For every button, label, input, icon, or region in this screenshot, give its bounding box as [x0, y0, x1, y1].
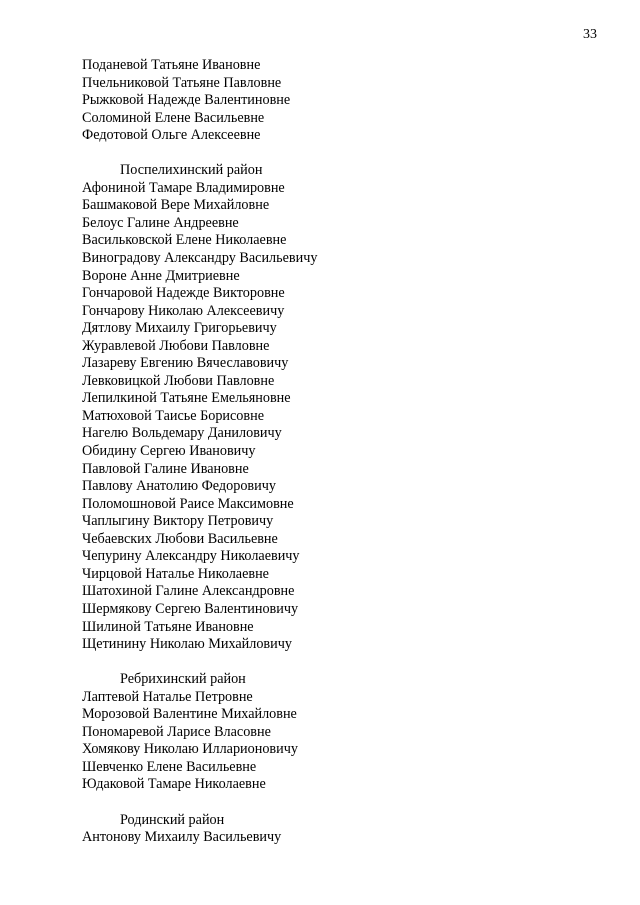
intro-name-list	[82, 57, 620, 145]
list-item: Гончарову Николаю Алексеевичу	[82, 302, 285, 319]
section-pospelikhinsky	[82, 162, 620, 653]
section-heading: Поспелихинский район	[120, 162, 263, 179]
document-body	[82, 57, 620, 847]
list-item: Обидину Сергею Ивановичу	[82, 443, 256, 460]
list-item: Шилиной Татьяне Ивановне	[82, 618, 254, 635]
list-item: Федотовой Ольге Алексеевне	[82, 127, 261, 144]
list-item: Пчельниковой Татьяне Павловне	[82, 74, 282, 91]
list-item: Вороне Анне Дмитриевне	[82, 267, 240, 284]
list-item: Виноградову Александру Васильевичу	[82, 250, 318, 267]
list-item: Павлову Анатолию Федоровичу	[82, 478, 276, 495]
list-item: Щетинину Николаю Михайловичу	[82, 636, 292, 653]
list-item: Хомякову Николаю Илларионовичу	[82, 741, 298, 758]
list-item: Лазареву Евгению Вячеславовичу	[82, 355, 289, 372]
list-item: Башмаковой Вере Михайловне	[82, 197, 270, 214]
list-item: Чаплыгину Виктору Петровичу	[82, 513, 274, 530]
list-item: Лаптевой Наталье Петровне	[82, 688, 253, 705]
list-item: Журавлевой Любови Павловне	[82, 337, 270, 354]
list-item: Афониной Тамаре Владимировне	[82, 179, 285, 196]
list-item: Шевченко Елене Васильевне	[82, 758, 257, 775]
list-item: Пономаревой Ларисе Власовне	[82, 723, 271, 740]
list-item: Поломошновой Раисе Максимовне	[82, 495, 294, 512]
section-rodinsky	[82, 812, 620, 847]
list-item: Соломиной Елене Васильевне	[82, 109, 265, 126]
list-item: Белоус Галине Андреевне	[82, 214, 239, 231]
list-item: Юдаковой Тамаре Николаевне	[82, 776, 266, 793]
section-spacer	[82, 794, 620, 812]
list-item: Гончаровой Надежде Викторовне	[82, 285, 285, 302]
list-item: Морозовой Валентине Михайловне	[82, 706, 297, 723]
list-item: Лепилкиной Татьяне Емельяновне	[82, 390, 291, 407]
section-rebrikhinsky	[82, 671, 620, 794]
list-item: Матюховой Таисье Борисовне	[82, 407, 264, 424]
list-item: Дятлову Михаилу Григорьевичу	[82, 320, 277, 337]
list-item: Чебаевских Любови Васильевне	[82, 530, 278, 547]
section-spacer	[82, 145, 620, 163]
section-heading: Ребрихинский район	[120, 671, 246, 688]
list-item: Левковицкой Любови Павловне	[82, 372, 275, 389]
list-item: Нагелю Вольдемару Даниловичу	[82, 425, 282, 442]
list-item: Павловой Галине Ивановне	[82, 460, 249, 477]
list-item: Чирцовой Наталье Николаевне	[82, 565, 269, 582]
list-item: Чепурину Александру Николаевичу	[82, 548, 300, 565]
page-number: 33	[583, 27, 597, 42]
list-item: Шатохиной Галине Александровне	[82, 583, 295, 600]
list-item: Антонову Михаилу Васильевичу	[82, 829, 282, 846]
list-item: Поданевой Татьяне Ивановне	[82, 57, 261, 73]
section-heading: Родинский район	[120, 811, 225, 828]
section-spacer	[82, 654, 620, 672]
list-item: Шермякову Сергею Валентиновичу	[82, 600, 299, 617]
list-item: Рыжковой Надежде Валентиновне	[82, 92, 291, 109]
list-item: Васильковской Елене Николаевне	[82, 232, 287, 249]
